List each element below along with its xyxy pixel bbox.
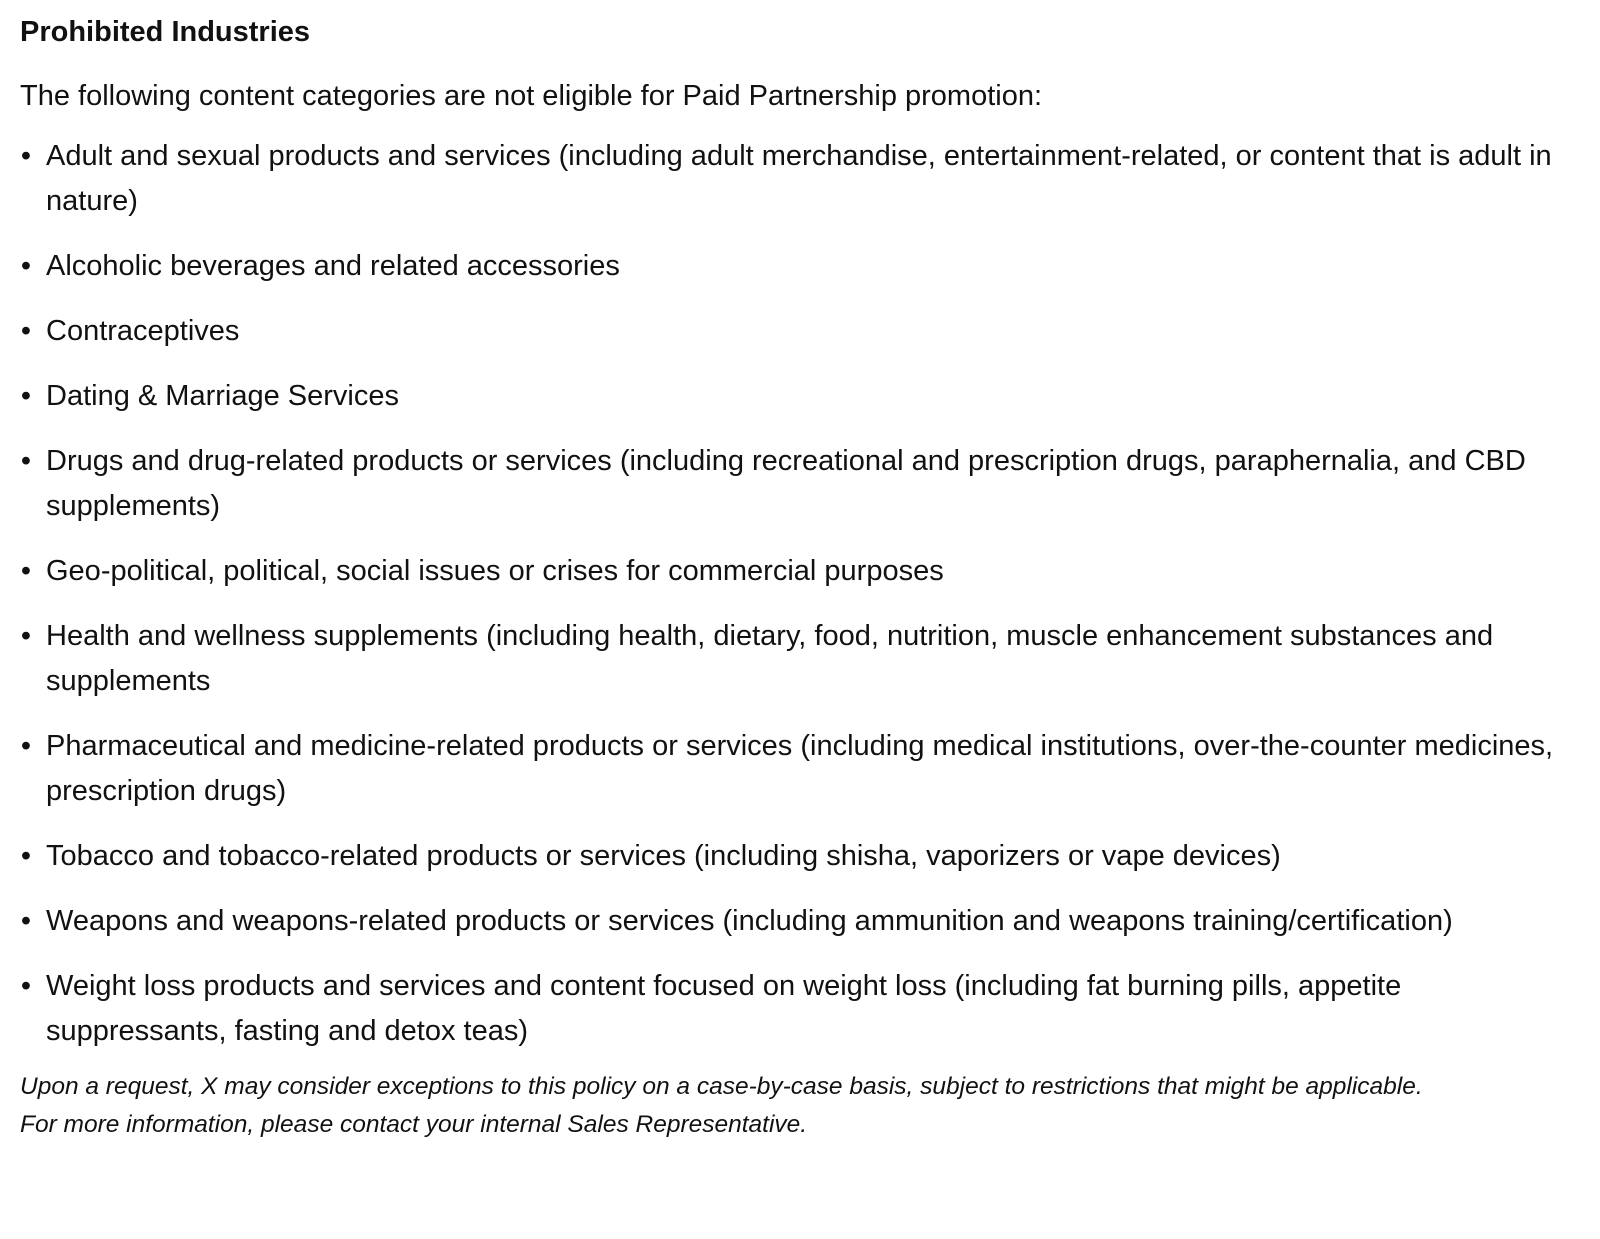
list-item — [20, 614, 1580, 704]
list-item — [20, 439, 1580, 529]
intro-paragraph: The following content categories are not eligible for Paid Partnership promotion: — [20, 80, 1043, 112]
bullet-icon: • — [20, 315, 32, 347]
prohibited-list — [20, 134, 1580, 1054]
list-item-text: Drugs and drug-related products or services (including recreational and prescription drugs, paraphernalia, and CBD supplements) — [46, 445, 1526, 522]
bullet-icon: • — [20, 140, 32, 172]
list-item — [20, 964, 1580, 1054]
list-item — [20, 899, 1580, 944]
list-item — [20, 549, 1580, 594]
list-item — [20, 244, 1580, 289]
bullet-icon: • — [20, 445, 32, 477]
list-item-text: Adult and sexual products and services (including adult merchandise, entertainment-related, or content that is adult in nature) — [46, 140, 1552, 217]
footnote — [20, 1068, 1580, 1144]
list-item-text: Alcoholic beverages and related accessories — [46, 250, 620, 282]
list-item-text: Geo-political, political, social issues or crises for commercial purposes — [46, 555, 944, 587]
bullet-icon: • — [20, 250, 32, 282]
footnote-line-1: Upon a request, X may consider exceptions to this policy on a case-by-case basis, subject to restrictions that might be applicable. — [20, 1073, 1423, 1100]
list-item — [20, 134, 1580, 224]
bullet-icon: • — [20, 840, 32, 872]
bullet-icon: • — [20, 730, 32, 762]
bullet-icon: • — [20, 380, 32, 412]
list-item-text: Health and wellness supplements (including health, dietary, food, nutrition, muscle enhancement substances and supplements — [46, 620, 1494, 697]
section-heading: Prohibited Industries — [20, 16, 311, 48]
bullet-icon: • — [20, 555, 32, 587]
footnote-line-2: For more information, please contact your internal Sales Representative. — [20, 1111, 808, 1138]
bullet-icon: • — [20, 620, 32, 652]
list-item — [20, 724, 1580, 814]
list-item-text: Pharmaceutical and medicine-related products or services (including medical institutions, over-the-counter medicines, prescription drugs) — [46, 730, 1554, 807]
list-item-text: Weapons and weapons-related products or services (including ammunition and weapons training/certification) — [46, 905, 1453, 937]
list-item-text: Dating & Marriage Services — [46, 380, 399, 412]
list-item — [20, 309, 1580, 354]
bullet-icon: • — [20, 970, 32, 1002]
list-item — [20, 834, 1580, 879]
list-item-text: Tobacco and tobacco-related products or services (including shisha, vaporizers or vape devices) — [46, 840, 1281, 872]
list-item — [20, 374, 1580, 419]
list-item-text: Contraceptives — [46, 315, 240, 347]
bullet-icon: • — [20, 905, 32, 937]
list-item-text: Weight loss products and services and content focused on weight loss (including fat burning pills, appetite suppressants, fasting and detox teas) — [46, 970, 1402, 1047]
